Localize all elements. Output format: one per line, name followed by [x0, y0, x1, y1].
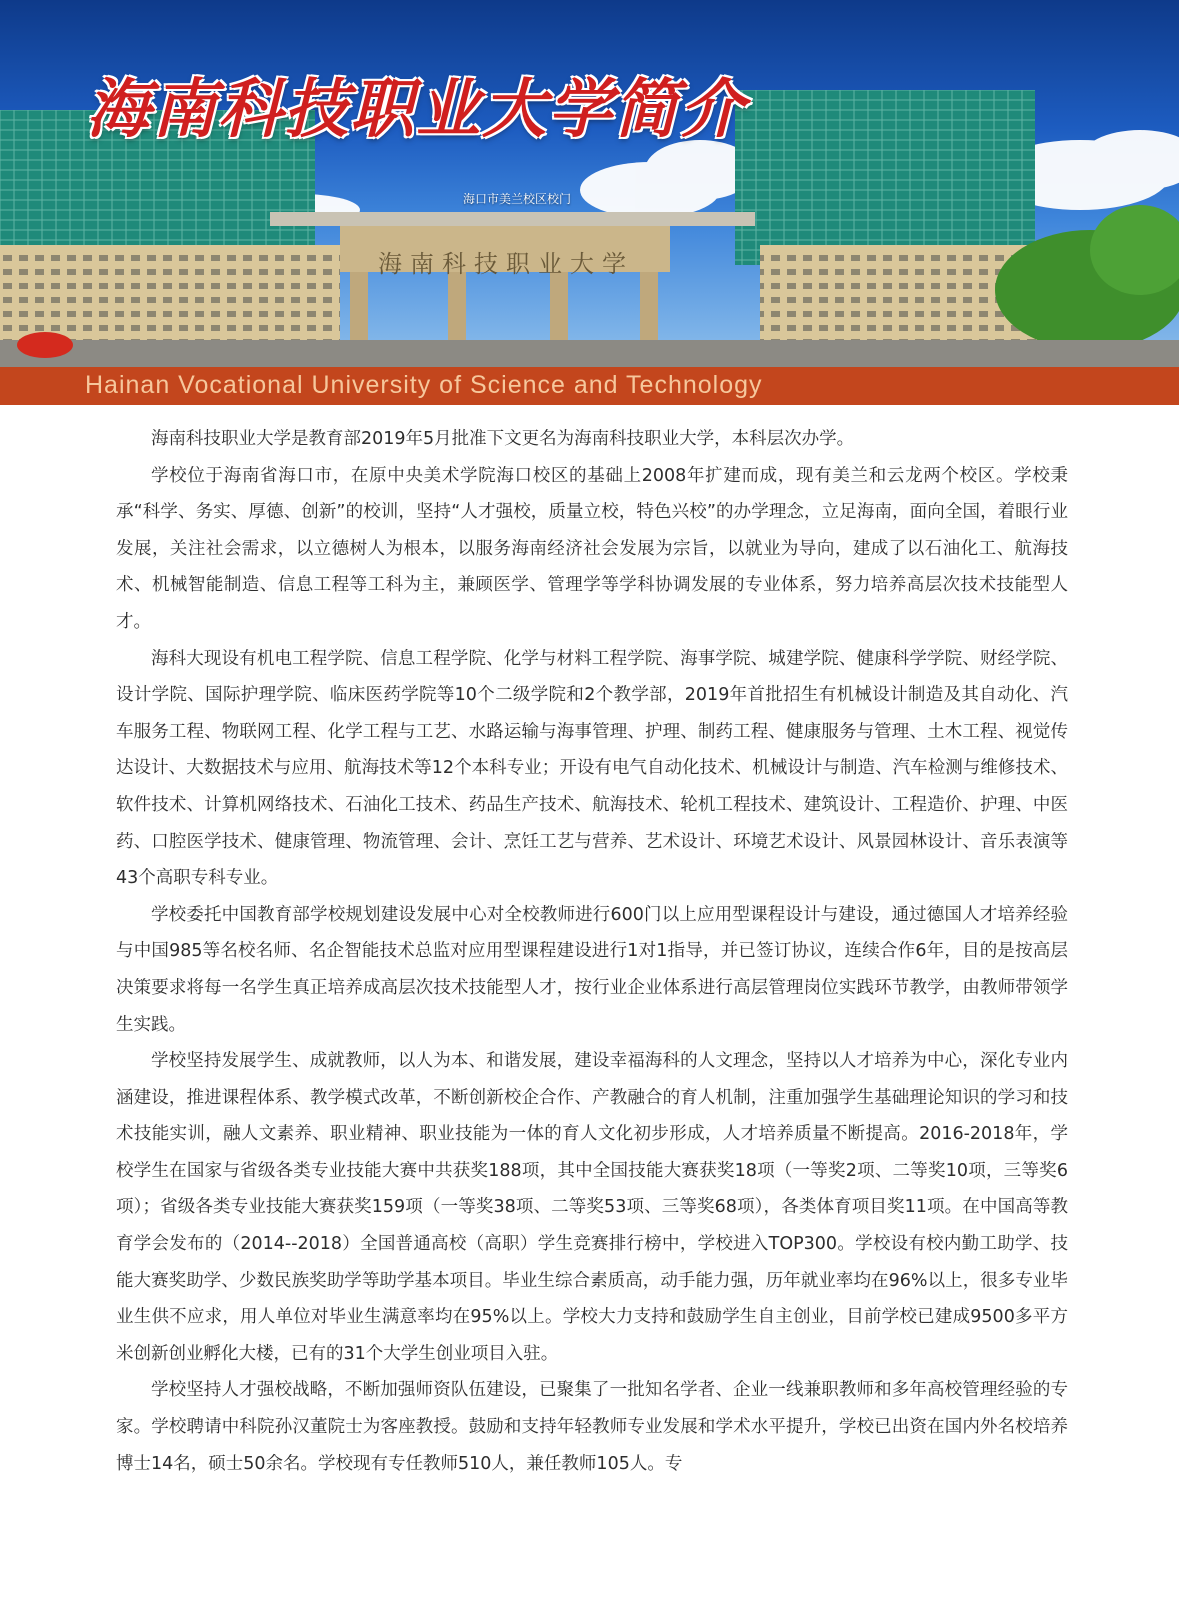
paragraph: 学校位于海南省海口市，在原中央美术学院海口校区的基础上2008年扩建而成，现有美兰和云龙两个校区。学校秉承“科学、务实、厚德、创新”的校训，坚持“人才强校，质量立校，特色兴校”的办学理念，立足海南，面向全国，着眼行业发展，关注社会需求，以立德树人为根本，以服务海南经济社会发展为宗旨，以就业为导向，建成了以石油化工、航海技术、机械智能制造、信息工程等工科为主，兼顾医学、管理学等学科协调发展的专业体系，努力培养高层次技术技能型人才。: [116, 465, 1068, 632]
paragraph: 海科大现设有机电工程学院、信息工程学院、化学与材料工程学院、海事学院、城建学院、健康科学学院、财经学院、设计学院、国际护理学院、临床医药学院等10个二级学院和2个教学部，2019年首批招生有机械设计制造及其自动化、汽车服务工程、物联网工程、化学工程与工艺、水路运输与海事管理、护理、制药工程、健康服务与管理、土木工程、视觉传达设计、大数据技术与应用、航海技术等12个本科专业；开设有电气自动化技术、机械设计与制造、汽车检测与维修技术、软件技术、计算机网络技术、石油化工技术、药品生产技术、航海技术、轮机工程技术、建筑设计、工程造价、护理、中医药、口腔医学技术、健康管理、物流管理、会计、烹饪工艺与营养、艺术设计、环境艺术设计、风景园林设计、音乐表演等43个高职专科专业。: [116, 648, 1068, 889]
red-stone-sculpture: [17, 332, 73, 358]
paragraph: 学校坚持人才强校战略，不断加强师资队伍建设，已聚集了一批知名学者、企业一线兼职教师和多年高校管理经验的专家。学校聘请中科院孙汉董院士为客座教授。鼓励和支持年轻教师专业发展和学术水平提升，学校已出资在国内外名校培养博士14名，硕士50余名。学校现有专任教师510人，兼任教师105人。专: [116, 1380, 1068, 1474]
gate-sign: 海南科技职业大学: [378, 250, 634, 278]
paragraph: 学校委托中国教育部学校规划建设发展中心对全校教师进行600门以上应用型课程设计与建设，通过德国人才培养经验与中国985等名校名师、名企智能技术总监对应用型课程建设进行1对1指导，并已签订协议，连续合作6年，目的是按高层决策要求将每一名学生真正培养成高层次技术技能型人才，按行业企业体系进行高层管理岗位实践环节教学，由教师带领学生实践。: [116, 904, 1068, 1035]
subtitle-bar: [0, 367, 1179, 405]
page-title: 海南科技职业大学简介: [86, 72, 746, 147]
photo-caption: 海口市美兰校区校门: [463, 192, 572, 206]
english-subtitle: Hainan Vocational University of Science and Technology: [85, 371, 763, 399]
header-banner: [0, 0, 1179, 367]
paragraph: 海南科技职业大学是教育部2019年5月批准下文更名为海南科技职业大学，本科层次办学。: [151, 429, 855, 449]
paragraph: 学校坚持发展学生、成就教师，以人为本、和谐发展，建设幸福海科的人文理念，坚持以人才培养为中心，深化专业内涵建设，推进课程体系、教学模式改革，不断创新校企合作、产教融合的育人机制，注重加强学生基础理论知识的学习和技术技能实训，融人文素养、职业精神、职业技能为一体的育人文化初步形成，人才培养质量不断提高。2016-2018年，学校学生在国家与省级各类专业技能大赛中共获奖188项，其中全国技能大赛获奖18项（一等奖2项、二等奖10项，三等奖6项）；省级各类专业技能大赛获奖159项（一等奖38项、二等奖53项、三等奖68项），各类体育项目奖11项。在中国高等教育学会发布的（2014--2018）全国普通高校（高职）学生竞赛排行榜中，学校进入TOP300。学校设有校内勤工助学、技能大赛奖助学、少数民族奖助学等助学基本项目。毕业生综合素质高，动手能力强，历年就业率均在96%以上，很多专业毕业生供不应求，用人单位对毕业生满意率均在95%以上。学校大力支持和鼓励学生自主创业，目前学校已建成9500多平方米创新创业孵化大楼，已有的31个大学生创业项目入驻。: [116, 1051, 1068, 1364]
intro-text: [116, 421, 1068, 1482]
campus-gate-photo: [0, 0, 1179, 367]
